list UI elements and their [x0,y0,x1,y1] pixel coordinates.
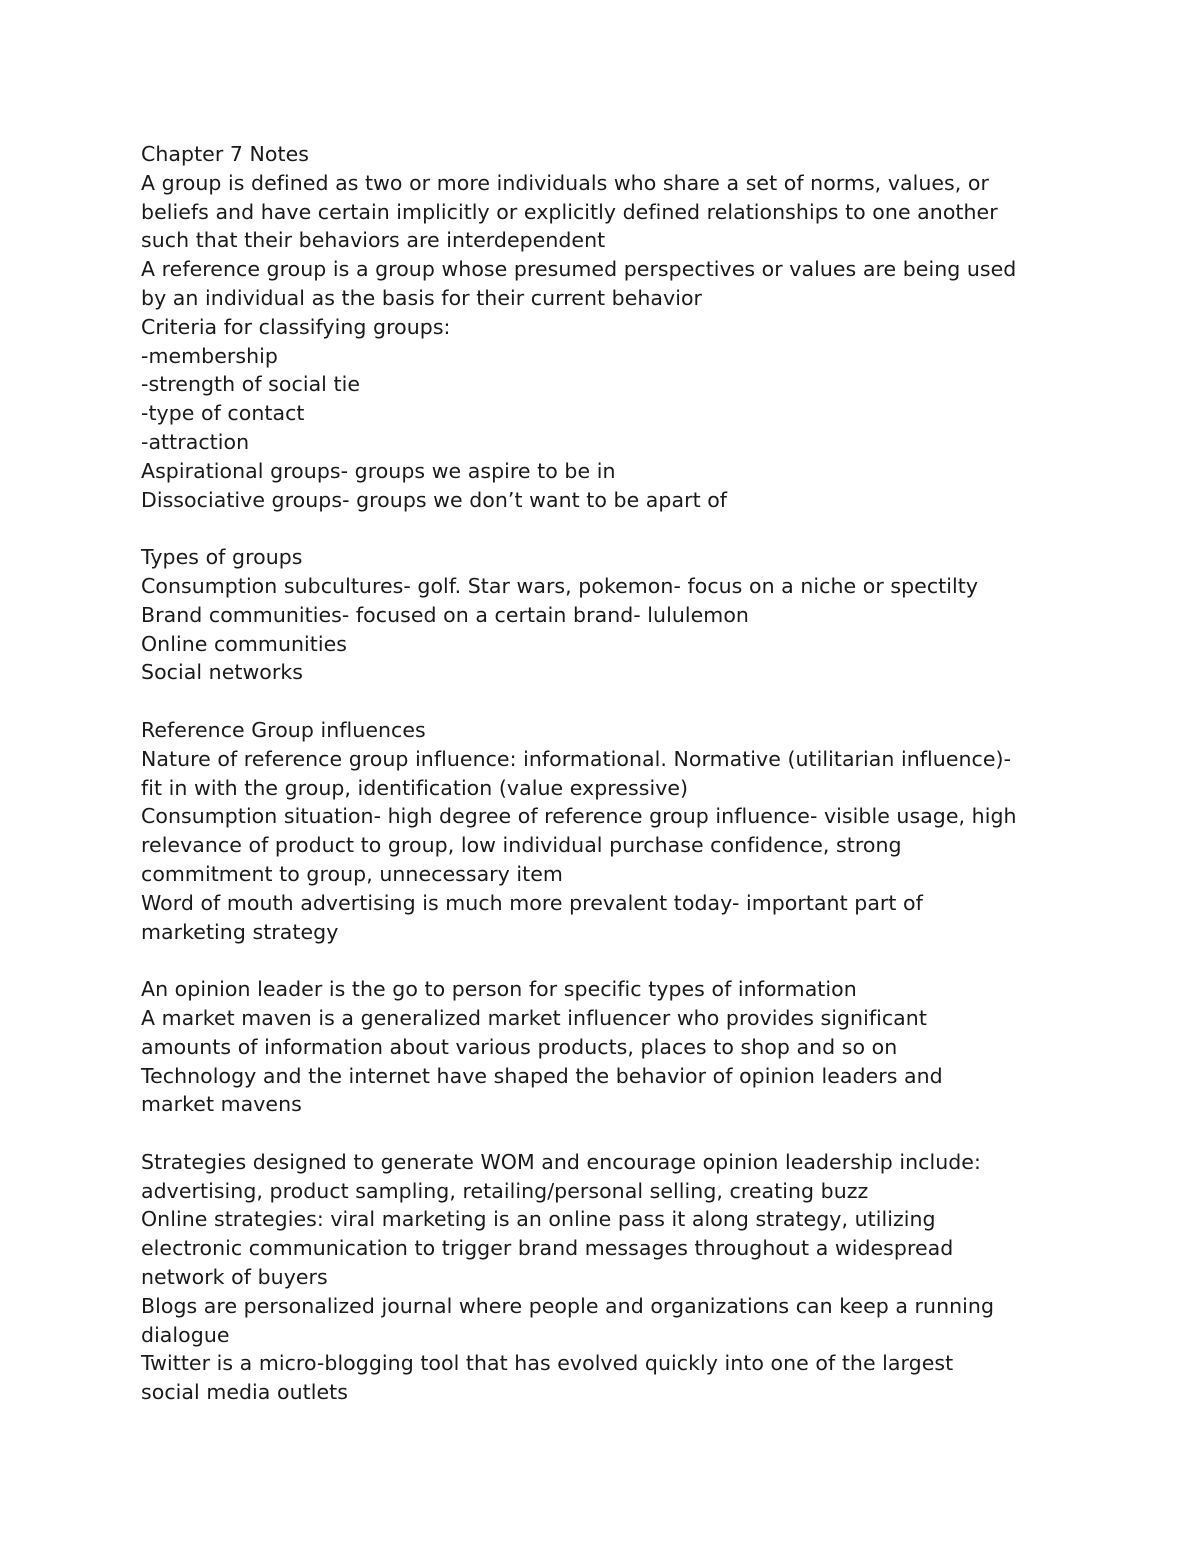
text-line: electronic communication to trigger brand messages throughout a widespread [141,1236,954,1261]
text-line: fit in with the group, identification (value expressive) [141,775,689,800]
list-item: -strength of social tie [141,372,360,397]
text-line: commitment to group, unnecessary item [141,861,563,886]
text-line: dialogue [141,1322,230,1347]
blank-line [141,946,1071,975]
document-body [141,140,1071,1407]
text-line: Word of mouth advertising is much more prevalent today- important part of [141,890,923,915]
text-line: A market maven is a generalized market influencer who provides significant [141,1005,927,1030]
list-item: -type of contact [141,401,305,426]
text-line: Strategies designed to generate WOM and encourage opinion leadership include: [141,1149,981,1174]
text-line: Aspirational groups- groups we aspire to be in [141,458,616,483]
text-line: beliefs and have certain implicitly or explicitly defined relationships to one another [141,199,998,224]
section-heading: Types of groups [141,545,303,570]
text-line: Online communities [141,631,347,656]
text-line: social media outlets [141,1380,348,1405]
text-line: such that their behaviors are interdependent [141,228,606,253]
section-heading: Reference Group influences [141,717,426,742]
list-item: -membership [141,343,278,368]
list-item: -attraction [141,429,250,454]
text-line: amounts of information about various products, places to shop and so on [141,1034,898,1059]
text-line: Criteria for classifying groups: [141,314,451,339]
text-line: market mavens [141,1092,302,1117]
text-line: network of buyers [141,1265,328,1290]
text-line: Consumption situation- high degree of reference group influence- visible usage, high [141,804,1017,829]
text-line: Technology and the internet have shaped the behavior of opinion leaders and [141,1063,943,1088]
document-title: Chapter 7 Notes [141,142,309,166]
text-line: Consumption subcultures- golf. Star wars, pokemon- focus on a niche or spectilty [141,573,979,598]
blank-line [141,514,1071,543]
text-line: Nature of reference group influence: informational. Normative (utilitarian influence)- [141,746,1012,771]
text-line: An opinion leader is the go to person for specific types of information [141,977,857,1002]
text-line: Twitter is a micro-blogging tool that has evolved quickly into one of the largest [141,1351,954,1376]
text-line: A group is defined as two or more individuals who share a set of norms, values, or [141,170,989,195]
text-line: A reference group is a group whose presumed perspectives or values are being used [141,257,1017,282]
text-line: Social networks [141,660,303,685]
text-line: Brand communities- focused on a certain brand- lululemon [141,602,749,627]
text-line: relevance of product to group, low individual purchase confidence, strong [141,833,902,858]
text-line: Blogs are personalized journal where people and organizations can keep a running [141,1293,995,1318]
blank-line [141,1119,1071,1148]
text-line: by an individual as the basis for their current behavior [141,285,703,310]
blank-line [141,687,1071,716]
text-line: advertising, product sampling, retailing/personal selling, creating buzz [141,1178,869,1203]
text-line: Dissociative groups- groups we don’t want to be apart of [141,487,728,512]
text-line: marketing strategy [141,919,339,944]
text-line: Online strategies: viral marketing is an online pass it along strategy, utilizing [141,1207,936,1232]
